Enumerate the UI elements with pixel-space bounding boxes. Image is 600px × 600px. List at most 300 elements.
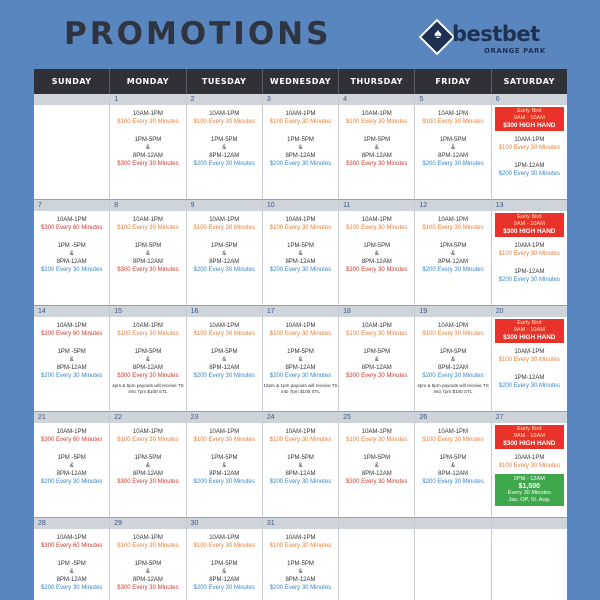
payout-line: $100 Every 30 Minutes bbox=[498, 251, 561, 258]
payout-line: $200 Every 30 Minutes bbox=[269, 585, 332, 592]
time-line: & bbox=[451, 356, 456, 363]
payout-line: $100 Every 30 Minutes bbox=[422, 331, 484, 338]
calendar-week bbox=[34, 306, 567, 412]
time-line: & bbox=[451, 250, 456, 257]
day-schedule bbox=[415, 211, 490, 275]
day-schedule bbox=[492, 105, 567, 178]
payout-line: $100 Every 30 Minutes bbox=[117, 331, 179, 338]
time-line: & bbox=[298, 144, 303, 151]
day-number: 15 bbox=[114, 308, 123, 315]
day-header-strip bbox=[187, 518, 262, 529]
payout-line: $100 Every 30 Minutes bbox=[269, 119, 332, 126]
day-schedule bbox=[492, 529, 567, 534]
day-number: 4 bbox=[343, 96, 348, 103]
weekday-friday: FRIDAY bbox=[415, 69, 491, 94]
day-header-strip bbox=[34, 200, 109, 211]
time-line: 10AM-1PM bbox=[514, 455, 545, 461]
day-cell bbox=[187, 200, 263, 306]
time-line: 1PM-5PM bbox=[210, 136, 238, 143]
time-line: & bbox=[222, 250, 227, 257]
high-hand-text: Early Bird bbox=[517, 426, 542, 432]
time-line: & bbox=[145, 462, 150, 469]
time-line: 8PM-12AM bbox=[132, 365, 163, 372]
time-line: 1PM-5PM bbox=[210, 348, 238, 355]
payout-line: $300 Every 30 Minutes bbox=[346, 373, 408, 380]
time-line: 10AM-1PM bbox=[132, 429, 163, 435]
day-schedule bbox=[263, 317, 338, 395]
day-header-strip bbox=[339, 94, 414, 105]
day-schedule bbox=[492, 317, 567, 390]
time-line: 1PM-5PM bbox=[134, 348, 162, 355]
day-header-strip bbox=[263, 94, 338, 105]
time-line: 1PM-5PM bbox=[134, 136, 162, 143]
time-line: 8PM-12AM bbox=[361, 365, 392, 372]
day-number: 3 bbox=[266, 96, 271, 103]
weekday-sunday: SUNDAY bbox=[34, 69, 110, 94]
day-schedule bbox=[263, 105, 338, 169]
day-header-strip bbox=[415, 518, 490, 529]
day-cell bbox=[339, 518, 415, 600]
calendar-week bbox=[34, 412, 567, 518]
time-line: 10AM-1PM bbox=[209, 217, 240, 223]
time-line: 10AM-1PM bbox=[285, 535, 316, 541]
jackpot-text: Jax, OP, St. Aug. bbox=[508, 497, 551, 504]
time-line: 10AM-1PM bbox=[514, 137, 545, 143]
day-schedule bbox=[34, 529, 109, 593]
payout-line: $100 Every 30 Minutes bbox=[269, 225, 332, 232]
payout-line: $200 Every 30 Minutes bbox=[269, 267, 332, 274]
calendar-week bbox=[34, 200, 567, 306]
payout-line: $200 Every 30 Minutes bbox=[269, 373, 332, 380]
day-header-strip bbox=[263, 412, 338, 423]
time-line: & bbox=[145, 568, 150, 575]
time-line: & bbox=[298, 568, 303, 575]
payout-line: $200 Every 30 Minutes bbox=[193, 373, 255, 380]
day-number: 7 bbox=[38, 202, 42, 209]
time-line: & bbox=[69, 250, 74, 257]
payout-line: $100 Every 30 Minutes bbox=[422, 225, 484, 232]
day-cell bbox=[415, 94, 491, 200]
time-line: 8PM-12AM bbox=[285, 577, 316, 584]
time-line: 8PM-12AM bbox=[209, 259, 240, 266]
day-number: 31 bbox=[266, 520, 275, 527]
time-line: 1PM-5PM bbox=[287, 136, 314, 143]
time-line: 8PM-12AM bbox=[209, 153, 240, 160]
day-number: 5 bbox=[419, 96, 424, 103]
day-schedule bbox=[263, 423, 338, 487]
time-line: 1PM -5PM bbox=[57, 348, 86, 355]
day-header-strip bbox=[34, 306, 109, 317]
time-line: 1PM-5PM bbox=[287, 242, 314, 249]
payout-line: $100 Every 30 Minutes bbox=[193, 331, 255, 338]
payout-line: $200 Every 30 Minutes bbox=[422, 267, 484, 274]
day-header-strip bbox=[492, 412, 567, 423]
day-schedule bbox=[110, 529, 185, 593]
time-line: 10AM-1PM bbox=[132, 535, 163, 541]
weekday-monday: MONDAY bbox=[110, 69, 186, 94]
payout-line: $200 Every 30 Minutes bbox=[498, 382, 561, 389]
day-cell bbox=[34, 412, 110, 518]
payout-line: $300 Every 30 Minutes bbox=[117, 585, 179, 592]
day-schedule bbox=[110, 423, 185, 487]
time-line: 8PM-12AM bbox=[56, 471, 87, 478]
time-line: 8PM-12AM bbox=[438, 365, 469, 372]
time-line: & bbox=[69, 462, 74, 469]
high-hand-amount: $300 HIGH HAND bbox=[503, 334, 556, 341]
day-header-strip bbox=[263, 306, 338, 317]
payout-line: $100 Every 30 Minutes bbox=[117, 437, 179, 444]
day-header-strip bbox=[492, 94, 567, 105]
high-hand-text: 9AM - 10AM bbox=[513, 221, 545, 227]
day-schedule bbox=[187, 105, 262, 169]
time-line: 1PM-5PM bbox=[363, 454, 391, 461]
weekday-thursday: THURSDAY bbox=[339, 69, 415, 94]
day-number: 8 bbox=[114, 202, 119, 209]
day-header-strip bbox=[492, 200, 567, 211]
day-cell bbox=[187, 94, 263, 200]
time-line: & bbox=[374, 144, 379, 151]
payout-line: $100 Every 30 Minutes bbox=[346, 119, 408, 126]
time-line: & bbox=[69, 568, 74, 575]
jackpot-text: 2PM - 12AM bbox=[513, 475, 545, 482]
payout-line: $100 Every 30 Minutes bbox=[498, 145, 561, 152]
time-line: 10AM-1PM bbox=[56, 217, 87, 223]
time-line: 10AM-1PM bbox=[514, 349, 545, 355]
day-cell bbox=[263, 200, 339, 306]
payout-line: $300 Every 60 Minutes bbox=[40, 331, 103, 338]
jackpot-amount: $1,500 bbox=[518, 482, 541, 490]
day-header-strip bbox=[492, 306, 567, 317]
time-line: 8PM-12AM bbox=[209, 577, 240, 584]
time-line: 10AM-1PM bbox=[438, 217, 469, 223]
day-cell bbox=[263, 518, 339, 600]
time-line: 10AM-1PM bbox=[209, 535, 240, 541]
time-line: & bbox=[298, 462, 303, 469]
time-line: 1PM-12AM bbox=[514, 162, 545, 169]
day-schedule bbox=[339, 529, 414, 534]
weekday-header bbox=[34, 69, 567, 94]
day-header-strip bbox=[339, 306, 414, 317]
day-cell bbox=[263, 94, 339, 200]
time-line: 10AM-1PM bbox=[132, 323, 163, 329]
time-line: 10AM-1PM bbox=[209, 323, 240, 329]
payout-line: $300 Every 60 Minutes bbox=[40, 225, 103, 232]
time-line: 8PM-12AM bbox=[285, 365, 316, 372]
high-hand-jackpot-badge bbox=[495, 474, 564, 507]
high-hand-badge bbox=[495, 425, 564, 449]
payout-line: $100 Every 30 Minutes bbox=[269, 437, 332, 444]
payout-line: $100 Every 30 Minutes bbox=[193, 225, 255, 232]
time-line: 8PM-12AM bbox=[209, 365, 240, 372]
payout-line: $100 Every 30 Minutes bbox=[117, 225, 179, 232]
calendar-week bbox=[34, 94, 567, 200]
day-header-strip bbox=[110, 200, 185, 211]
day-cell bbox=[492, 412, 567, 518]
time-line: 8PM-12AM bbox=[361, 259, 392, 266]
day-schedule bbox=[339, 423, 414, 487]
time-line: 10AM-1PM bbox=[56, 535, 87, 541]
time-line: 1PM-5PM bbox=[287, 454, 314, 461]
payout-line: $100 Every 30 Minutes bbox=[498, 357, 561, 364]
day-schedule bbox=[110, 317, 185, 395]
time-line: 10AM-1PM bbox=[285, 217, 316, 223]
time-line: & bbox=[374, 356, 379, 363]
day-number: 21 bbox=[38, 414, 46, 421]
day-schedule bbox=[415, 423, 490, 487]
time-line: 8PM-12AM bbox=[56, 577, 87, 584]
payout-line: $200 Every 30 Minutes bbox=[422, 479, 484, 486]
day-header-strip bbox=[34, 412, 109, 423]
time-line: 1PM-5PM bbox=[134, 454, 162, 461]
time-line: 1PM-5PM bbox=[439, 136, 467, 143]
page-title: PROMOTIONS bbox=[64, 16, 332, 52]
time-line: 1PM-5PM bbox=[439, 454, 467, 461]
time-line: & bbox=[145, 144, 150, 151]
day-cell bbox=[263, 412, 339, 518]
payout-line: $100 Every 30 Minutes bbox=[117, 543, 179, 550]
calendar-week bbox=[34, 518, 567, 600]
day-schedule bbox=[110, 105, 185, 169]
time-line: 10AM-1PM bbox=[361, 111, 392, 117]
time-line: 10AM-1PM bbox=[132, 111, 163, 117]
day-header-strip bbox=[339, 518, 414, 529]
day-header-strip bbox=[34, 94, 109, 105]
day-schedule bbox=[492, 423, 567, 506]
time-line: 10AM-1PM bbox=[285, 111, 316, 117]
time-line: 1PM-12AM bbox=[514, 268, 545, 275]
time-line: & bbox=[451, 144, 456, 151]
payout-line: $200 Every 30 Minutes bbox=[193, 267, 255, 274]
day-number: 6 bbox=[495, 96, 500, 103]
day-header-strip bbox=[187, 200, 262, 211]
day-header-strip bbox=[415, 94, 490, 105]
day-schedule bbox=[187, 317, 262, 381]
day-header-strip bbox=[263, 518, 338, 529]
time-line: 10AM-1PM bbox=[514, 243, 545, 249]
weekday-tuesday: TUESDAY bbox=[187, 69, 263, 94]
day-number: 14 bbox=[38, 308, 46, 315]
time-line: 1PM -5PM bbox=[57, 242, 86, 249]
time-line: & bbox=[69, 356, 74, 363]
day-number: 16 bbox=[190, 308, 199, 315]
time-line: 1PM-5PM bbox=[363, 242, 391, 249]
day-cell bbox=[34, 200, 110, 306]
payout-line: $200 Every 30 Minutes bbox=[40, 585, 103, 592]
day-number: 9 bbox=[190, 202, 195, 209]
payout-line: $200 Every 30 Minutes bbox=[422, 161, 484, 168]
time-line: 10AM-1PM bbox=[209, 429, 240, 435]
day-schedule bbox=[34, 423, 109, 487]
payout-line: $200 Every 30 Minutes bbox=[193, 585, 255, 592]
calendar-weeks bbox=[34, 94, 567, 600]
time-line: 10AM-1PM bbox=[209, 111, 240, 117]
day-number: 24 bbox=[266, 414, 275, 421]
day-cell bbox=[415, 306, 491, 412]
day-schedule bbox=[187, 423, 262, 487]
time-line: 10AM-1PM bbox=[56, 323, 87, 329]
day-cell bbox=[492, 94, 567, 200]
time-line: 8PM-12AM bbox=[132, 153, 163, 160]
time-line: & bbox=[374, 250, 379, 257]
payout-note: 4pm & 5pm payouts will receive TS into 7pm $100 STL bbox=[112, 382, 184, 394]
weekday-wednesday: WEDNESDAY bbox=[263, 69, 339, 94]
time-line: & bbox=[222, 356, 227, 363]
day-header-strip bbox=[263, 200, 338, 211]
payout-line: $100 Every 30 Minutes bbox=[193, 119, 255, 126]
day-schedule bbox=[34, 317, 109, 381]
day-cell bbox=[415, 200, 491, 306]
day-cell bbox=[415, 412, 491, 518]
payout-line: $300 Every 60 Minutes bbox=[40, 543, 103, 550]
day-schedule bbox=[187, 529, 262, 593]
day-number: 10 bbox=[266, 202, 275, 209]
time-line: & bbox=[298, 356, 303, 363]
day-header-strip bbox=[415, 412, 490, 423]
payout-line: $200 Every 30 Minutes bbox=[40, 373, 103, 380]
payout-line: $100 Every 30 Minutes bbox=[269, 331, 332, 338]
payout-line: $100 Every 30 Minutes bbox=[422, 119, 484, 126]
payout-line: $200 Every 30 Minutes bbox=[498, 276, 561, 283]
time-line: & bbox=[451, 462, 456, 469]
time-line: 10AM-1PM bbox=[285, 323, 316, 329]
day-number: 12 bbox=[419, 202, 428, 209]
time-line: 10AM-1PM bbox=[285, 429, 316, 435]
high-hand-text: Early Bird bbox=[517, 320, 542, 326]
time-line: 1PM-5PM bbox=[134, 560, 162, 567]
day-schedule bbox=[339, 317, 414, 381]
time-line: 8PM-12AM bbox=[56, 259, 87, 266]
day-number: 27 bbox=[495, 414, 504, 421]
time-line: & bbox=[298, 250, 303, 257]
time-line: 8PM-12AM bbox=[438, 471, 469, 478]
time-line: 10AM-1PM bbox=[438, 323, 469, 329]
day-cell bbox=[34, 94, 110, 200]
day-cell bbox=[187, 518, 263, 600]
promotions-calendar bbox=[34, 69, 567, 600]
day-header-strip bbox=[34, 518, 109, 529]
day-header-strip bbox=[492, 518, 567, 529]
day-number: 17 bbox=[266, 308, 275, 315]
day-header-strip bbox=[339, 200, 414, 211]
time-line: & bbox=[222, 144, 227, 151]
payout-line: $100 Every 30 Minutes bbox=[346, 225, 408, 232]
day-number: 23 bbox=[190, 414, 199, 421]
payout-line: $200 Every 30 Minutes bbox=[193, 479, 255, 486]
day-header-strip bbox=[110, 412, 185, 423]
time-line: 10AM-1PM bbox=[361, 323, 392, 329]
payout-line: $100 Every 30 Minutes bbox=[269, 543, 332, 550]
time-line: 10AM-1PM bbox=[438, 429, 469, 435]
day-cell bbox=[110, 518, 186, 600]
day-cell bbox=[110, 200, 186, 306]
bestbet-logo bbox=[420, 20, 560, 60]
day-cell bbox=[110, 94, 186, 200]
time-line: & bbox=[145, 250, 150, 257]
time-line: 8PM-12AM bbox=[56, 365, 87, 372]
day-number: 11 bbox=[343, 202, 351, 209]
day-schedule bbox=[339, 105, 414, 169]
payout-line: $200 Every 30 Minutes bbox=[422, 373, 484, 380]
day-number: 30 bbox=[190, 520, 199, 527]
day-schedule bbox=[110, 211, 185, 275]
payout-line: $200 Every 30 Minutes bbox=[40, 267, 103, 274]
day-number: 2 bbox=[190, 96, 195, 103]
high-hand-amount: $300 HIGH HAND bbox=[503, 228, 556, 235]
logo-location: ORANGE PARK bbox=[484, 47, 546, 55]
payout-line: $300 Every 30 Minutes bbox=[117, 373, 179, 380]
day-cell bbox=[34, 518, 110, 600]
day-header-strip bbox=[415, 306, 490, 317]
time-line: 8PM-12AM bbox=[438, 259, 469, 266]
time-line: 10AM-1PM bbox=[56, 429, 87, 435]
payout-line: $300 Every 30 Minutes bbox=[117, 479, 179, 486]
time-line: 1PM-5PM bbox=[363, 136, 391, 143]
payout-line: $100 Every 30 Minutes bbox=[498, 463, 561, 470]
day-cell bbox=[187, 306, 263, 412]
time-line: 1PM-5PM bbox=[287, 348, 314, 355]
day-number: 19 bbox=[419, 308, 428, 315]
day-cell bbox=[339, 412, 415, 518]
high-hand-badge bbox=[495, 319, 564, 343]
day-schedule bbox=[34, 105, 109, 110]
payout-line: $200 Every 30 Minutes bbox=[40, 479, 103, 486]
jackpot-text: Every 30 Minutes bbox=[507, 490, 551, 496]
time-line: & bbox=[222, 568, 227, 575]
day-schedule bbox=[492, 211, 567, 284]
time-line: & bbox=[145, 356, 150, 363]
time-line: 8PM-12AM bbox=[132, 471, 163, 478]
time-line: 8PM-12AM bbox=[361, 471, 392, 478]
time-line: 10AM-1PM bbox=[132, 217, 163, 223]
time-line: 8PM-12AM bbox=[361, 153, 392, 160]
day-cell bbox=[492, 518, 567, 600]
day-schedule bbox=[34, 211, 109, 275]
time-line: 1PM-5PM bbox=[210, 454, 238, 461]
day-cell bbox=[492, 306, 567, 412]
payout-line: $100 Every 30 Minutes bbox=[422, 437, 484, 444]
payout-line: $200 Every 30 Minutes bbox=[498, 170, 561, 177]
day-number: 29 bbox=[114, 520, 123, 527]
day-cell bbox=[110, 412, 186, 518]
payout-line: $300 Every 30 Minutes bbox=[346, 161, 408, 168]
day-cell bbox=[187, 412, 263, 518]
day-header-strip bbox=[339, 412, 414, 423]
payout-line: $100 Every 30 Minutes bbox=[193, 437, 255, 444]
day-header-strip bbox=[110, 94, 185, 105]
time-line: 8PM-12AM bbox=[285, 471, 316, 478]
day-number: 22 bbox=[114, 414, 123, 421]
day-header-strip bbox=[110, 306, 185, 317]
time-line: 8PM-12AM bbox=[285, 259, 316, 266]
time-line: 1PM-5PM bbox=[210, 242, 238, 249]
spade-icon: ♠ bbox=[434, 25, 442, 41]
day-cell bbox=[263, 306, 339, 412]
time-line: 8PM-12AM bbox=[285, 153, 316, 160]
day-number: 28 bbox=[38, 520, 46, 527]
day-header-strip bbox=[187, 306, 262, 317]
day-number: 25 bbox=[343, 414, 351, 421]
payout-line: $300 Every 30 Minutes bbox=[117, 267, 179, 274]
time-line: 1PM -5PM bbox=[57, 560, 86, 567]
time-line: 1PM-5PM bbox=[439, 242, 467, 249]
day-schedule bbox=[187, 211, 262, 275]
high-hand-text: 9AM - 10AM bbox=[513, 327, 545, 333]
day-header-strip bbox=[187, 412, 262, 423]
high-hand-text: 9AM - 10AM bbox=[513, 433, 545, 439]
high-hand-amount: $300 HIGH HAND bbox=[503, 440, 556, 447]
payout-line: $200 Every 30 Minutes bbox=[193, 161, 255, 168]
day-schedule bbox=[263, 529, 338, 593]
